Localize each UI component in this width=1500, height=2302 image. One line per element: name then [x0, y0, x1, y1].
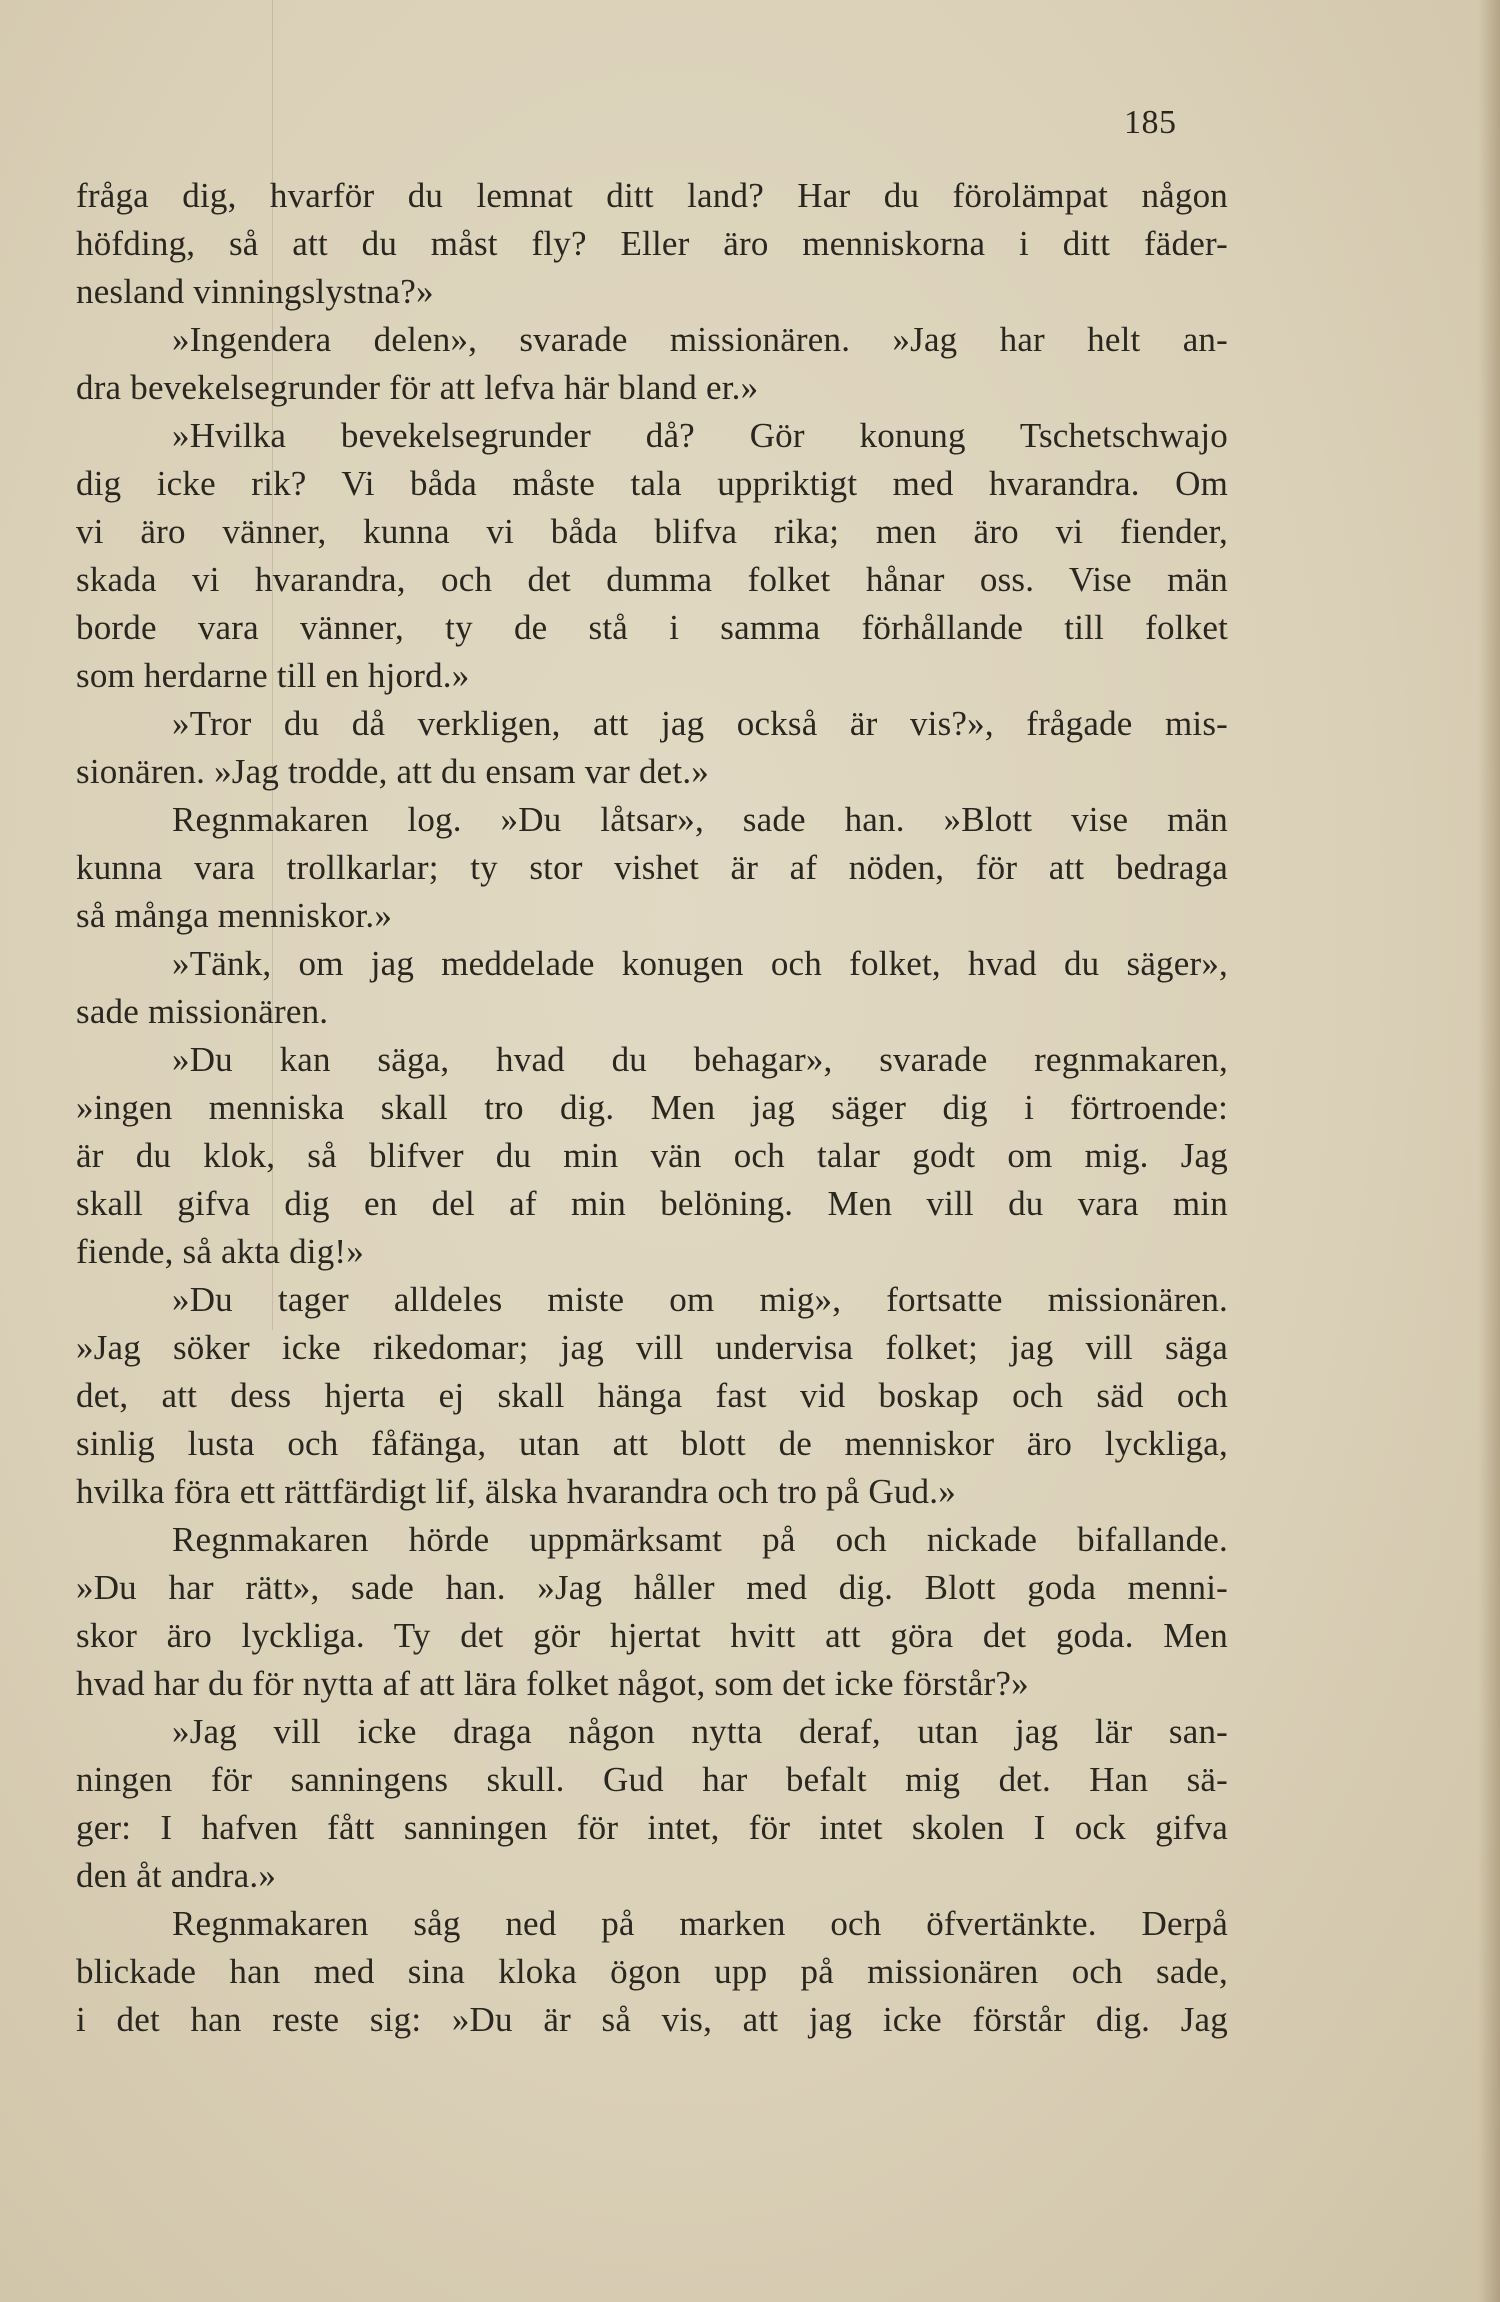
text-line: hvad har du för nytta af att lära folket något, som det icke förstår?»	[76, 1664, 1029, 1703]
text-line: nesland vinningslystna?»	[76, 272, 434, 311]
text-line: »Tänk, om jag meddelade konugen och folket, hvad du säger»,	[172, 944, 1228, 983]
text-line: ningen för sanningens skull. Gud har befalt mig det. Han sä-	[76, 1760, 1228, 1799]
text-line: dra bevekelsegrunder för att lefva här bland er.»	[76, 368, 759, 407]
text-line: vi äro vänner, kunna vi båda blifva rika; men äro vi fiender,	[76, 512, 1228, 551]
text-line: »Ingendera delen», svarade missionären. »Jag har helt an-	[172, 320, 1228, 359]
text-line: ger: I hafven fått sanningen för intet, för intet skolen I ock gifva	[76, 1808, 1228, 1847]
text-line: Regnmakaren såg ned på marken och öfvertänkte. Derpå	[172, 1904, 1228, 1943]
text-line: »Tror du då verkligen, att jag också är vis?», frågade mis-	[172, 704, 1228, 743]
text-line: dig icke rik? Vi båda måste tala uppriktigt med hvarandra. Om	[76, 464, 1228, 503]
text-line: skor äro lyckliga. Ty det gör hjertat hvitt att göra det goda. Men	[76, 1616, 1228, 1655]
text-line: »ingen menniska skall tro dig. Men jag säger dig i förtroende:	[76, 1088, 1228, 1127]
text-line: det, att dess hjerta ej skall hänga fast vid boskap och säd och	[76, 1376, 1228, 1415]
text-line: sionären. »Jag trodde, att du ensam var det.»	[76, 752, 709, 791]
page-number: 185	[1124, 104, 1177, 141]
text-line: höfding, så att du måst fly? Eller äro menniskorna i ditt fäder-	[76, 224, 1228, 263]
text-line: som herdarne till en hjord.»	[76, 656, 470, 695]
text-line: skall gifva dig en del af min belöning. Men vill du vara min	[76, 1184, 1228, 1223]
text-line: är du klok, så blifver du min vän och talar godt om mig. Jag	[76, 1136, 1228, 1175]
text-line: Regnmakaren log. »Du låtsar», sade han. »Blott vise män	[172, 800, 1228, 839]
text-line: »Jag söker icke rikedomar; jag vill undervisa folket; jag vill säga	[76, 1328, 1228, 1367]
text-line: fråga dig, hvarför du lemnat ditt land? Har du förolämpat någon	[76, 176, 1228, 215]
text-line: »Du har rätt», sade han. »Jag håller med dig. Blott goda menni-	[76, 1568, 1228, 1607]
text-line: den åt andra.»	[76, 1856, 277, 1895]
text-line: hvilka föra ett rättfärdigt lif, älska hvarandra och tro på Gud.»	[76, 1472, 956, 1511]
text-line: skada vi hvarandra, och det dumma folket hånar oss. Vise män	[76, 560, 1228, 599]
text-line: »Jag vill icke draga någon nytta deraf, utan jag lär san-	[172, 1712, 1228, 1751]
body-text	[76, 172, 1228, 2044]
text-line: sade missionären.	[76, 992, 329, 1031]
text-line: borde vara vänner, ty de stå i samma förhållande till folket	[76, 608, 1228, 647]
text-line: »Du tager alldeles miste om mig», fortsatte missionären.	[172, 1280, 1228, 1319]
text-line: fiende, så akta dig!»	[76, 1232, 364, 1271]
text-line: blickade han med sina kloka ögon upp på missionären och sade,	[76, 1952, 1228, 1991]
text-line: i det han reste sig: »Du är så vis, att jag icke förstår dig. Jag	[76, 2000, 1228, 2039]
page-edge-shadow	[1478, 0, 1500, 2302]
text-line: Regnmakaren hörde uppmärksamt på och nickade bifallande.	[172, 1520, 1228, 1559]
text-line: sinlig lusta och fåfänga, utan att blott de menniskor äro lyckliga,	[76, 1424, 1228, 1463]
text-line: kunna vara trollkarlar; ty stor vishet är af nöden, för att bedraga	[76, 848, 1228, 887]
text-line: »Du kan säga, hvad du behagar», svarade regnmakaren,	[172, 1040, 1228, 1079]
text-line: »Hvilka bevekelsegrunder då? Gör konung Tschetschwajo	[172, 416, 1228, 455]
text-line: så många menniskor.»	[76, 896, 393, 935]
